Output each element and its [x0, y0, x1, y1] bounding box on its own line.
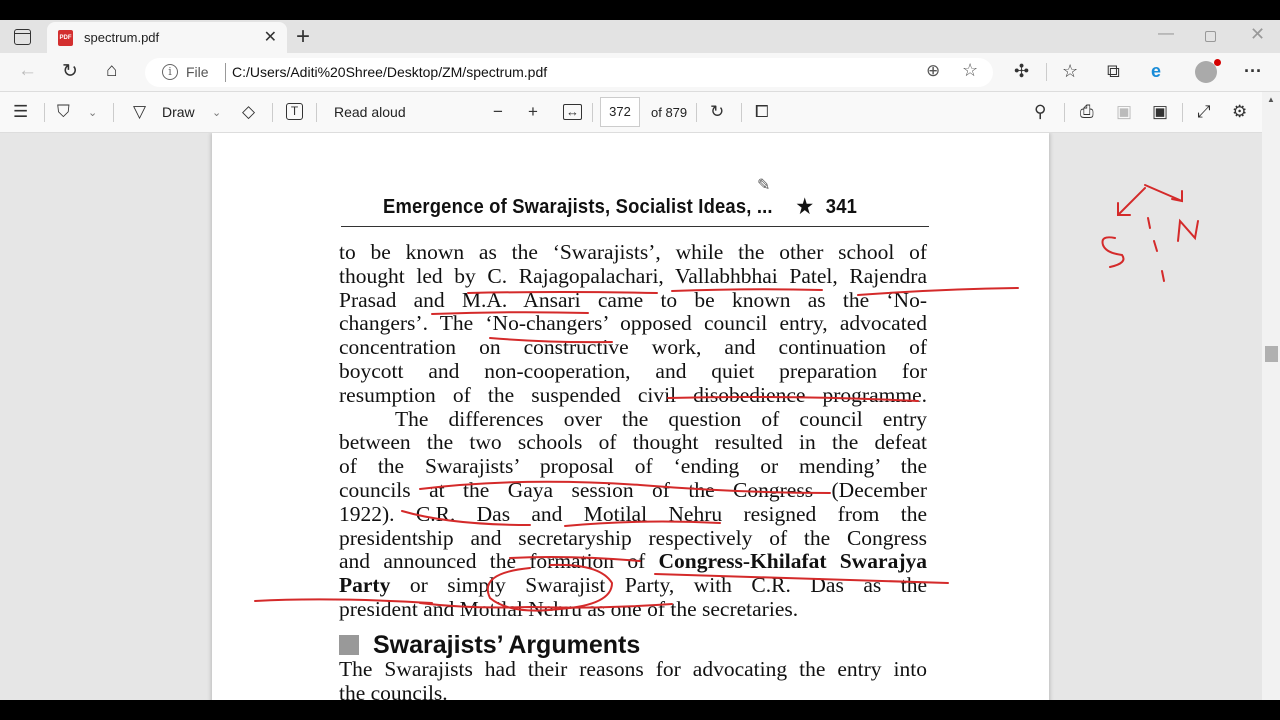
text-line: between the two schools of thought resulted in the defeat: [339, 430, 927, 455]
text-line: councils at the Gaya session of the Congress (December: [339, 477, 927, 502]
eraser-icon[interactable]: ◇: [242, 102, 256, 121]
text-line: [339, 574, 927, 598]
new-tab-icon[interactable]: +: [296, 23, 311, 50]
draw-button[interactable]: Draw: [162, 104, 195, 120]
home-icon[interactable]: ⌂: [106, 60, 118, 81]
letterbox-top: [0, 0, 1280, 20]
print-icon[interactable]: ⎙: [1080, 102, 1094, 121]
toolbar-divider: [1046, 63, 1047, 81]
text-line: presidentship and secretaryship respectively of the Congress: [339, 525, 927, 550]
pencil-cursor-icon: ✎: [757, 177, 771, 194]
pdf-icon: PDF: [58, 30, 73, 46]
toolbar-divider: [316, 103, 317, 122]
ie-mode-icon[interactable]: e: [1151, 61, 1162, 81]
fullscreen-icon[interactable]: ⤢: [1197, 102, 1211, 121]
refresh-icon[interactable]: ↻: [62, 61, 78, 82]
text-line: of the Swarajists’ proposal of ‘ending or mending’ the: [339, 454, 927, 479]
search-icon[interactable]: ⚲: [1034, 102, 1047, 121]
toolbar-divider: [1182, 103, 1183, 122]
zoom-out-icon[interactable]: −: [493, 102, 503, 121]
text-line: Prasad and M.A. Ansari came to be known as the ‘No-: [339, 287, 927, 312]
text-span: and announced the formation of: [339, 549, 659, 574]
tab-spectrum-pdf[interactable]: [47, 22, 287, 53]
text-line: to be known as the ‘Swarajists’, while the other school of: [339, 240, 927, 264]
page-view-icon[interactable]: ⧠: [755, 102, 769, 121]
page-number-label: 341: [825, 196, 858, 218]
address-separator: [225, 63, 226, 82]
save-icon[interactable]: ▣: [1116, 102, 1133, 121]
zoom-icon[interactable]: ⊕: [926, 61, 941, 80]
pdf-page: [212, 133, 1049, 700]
toolbar-divider: [741, 103, 742, 122]
close-tab-icon[interactable]: ✕: [263, 29, 277, 46]
draw-dropdown-icon[interactable]: ⌄: [212, 107, 222, 119]
scheme-label: File: [186, 64, 209, 80]
favorites-icon[interactable]: ☆: [1062, 61, 1079, 81]
running-header: [383, 194, 857, 219]
text-line: the councils.: [339, 681, 448, 700]
profile-avatar[interactable]: [1195, 61, 1217, 83]
header-rule: [341, 226, 929, 227]
page-total: of 879: [651, 105, 688, 120]
fit-to-width-icon[interactable]: ↔: [563, 104, 582, 120]
toolbar-divider: [44, 103, 45, 122]
scroll-up-icon[interactable]: ▲: [1267, 95, 1275, 104]
toolbar-divider: [113, 103, 114, 122]
vertical-scrollbar[interactable]: [1262, 92, 1280, 700]
text-line: resumption of the suspended civil disobedience programme.: [339, 382, 927, 407]
section-heading: [339, 631, 640, 660]
highlight-dropdown-icon[interactable]: ⌄: [88, 107, 98, 119]
section-square-icon: [339, 635, 359, 655]
tab-actions-icon[interactable]: [14, 29, 31, 45]
more-icon[interactable]: ···: [1244, 61, 1262, 81]
text-line: president and Motilal Nehru as one of the secretaries.: [339, 596, 799, 621]
draw-icon[interactable]: ▽: [133, 102, 147, 121]
toolbar-divider: [272, 103, 273, 122]
letterbox-bottom: [0, 700, 1280, 720]
back-icon[interactable]: ←: [18, 60, 37, 81]
pdf-viewer[interactable]: [0, 133, 1262, 700]
contents-icon[interactable]: ☰: [13, 102, 29, 121]
pdf-toolbar: [0, 92, 1280, 133]
text-line: changers’. The ‘No-changers’ opposed council entry, advocated: [339, 311, 927, 336]
running-head-title: Emergence of Swarajists, Socialist Ideas, ...: [383, 196, 773, 218]
close-window-icon[interactable]: ✕: [1250, 24, 1266, 44]
toolbar-divider: [696, 103, 697, 122]
page-number-input[interactable]: 372: [600, 97, 640, 127]
save-as-icon[interactable]: ▣: [1152, 102, 1169, 121]
highlight-icon[interactable]: ⛉: [57, 102, 70, 121]
body-text: [339, 241, 927, 622]
star-icon: ★: [796, 196, 814, 218]
navigation-bar: [0, 53, 1280, 92]
text-line: 1922). C.R. Das and Motilal Nehru resigned from the: [339, 501, 927, 526]
minimize-icon[interactable]: —: [1158, 25, 1174, 42]
address-bar[interactable]: [145, 58, 993, 87]
zoom-in-icon[interactable]: +: [528, 102, 538, 121]
text-line: boycott and non-cooperation, and quiet preparation for: [339, 358, 927, 383]
text-line: [339, 550, 927, 574]
extensions-icon[interactable]: ✣: [1014, 61, 1030, 81]
text-line: The Swarajists had their reasons for advocating the entry into: [339, 657, 927, 681]
section-heading-text: Swarajists’ Arguments: [373, 631, 641, 659]
body-text-2: [339, 657, 927, 700]
text-line: The differences over the question of council entry: [395, 406, 927, 431]
url-text[interactable]: C:/Users/Aditi%20Shree/Desktop/ZM/spectrum.pdf: [232, 64, 548, 80]
text-line: concentration on constructive work, and continuation of: [339, 335, 927, 360]
collections-icon[interactable]: ⧉: [1107, 61, 1120, 81]
add-favorite-icon[interactable]: ☆: [962, 60, 979, 80]
tab-title: spectrum.pdf: [84, 30, 160, 45]
read-aloud-button[interactable]: Read aloud: [334, 104, 406, 120]
scroll-thumb[interactable]: [1265, 346, 1278, 362]
bold-term: Party: [339, 573, 391, 598]
text-span: or simply Swarajist Party, with C.R. Das as the: [390, 573, 927, 598]
bold-term: Congress-Khilafat Swarajya: [658, 549, 927, 574]
maximize-icon[interactable]: [1205, 31, 1216, 42]
toolbar-divider: [1064, 103, 1065, 122]
rotate-icon[interactable]: ↻: [710, 102, 725, 121]
text-line: thought led by C. Rajagopalachari, Vallabhbhai Patel, Rajendra: [339, 263, 927, 288]
settings-icon[interactable]: ⚙: [1232, 102, 1248, 121]
tab-strip: [0, 20, 1280, 53]
text-icon[interactable]: T: [286, 103, 303, 120]
toolbar-divider: [592, 103, 593, 122]
info-icon[interactable]: i: [162, 64, 178, 80]
